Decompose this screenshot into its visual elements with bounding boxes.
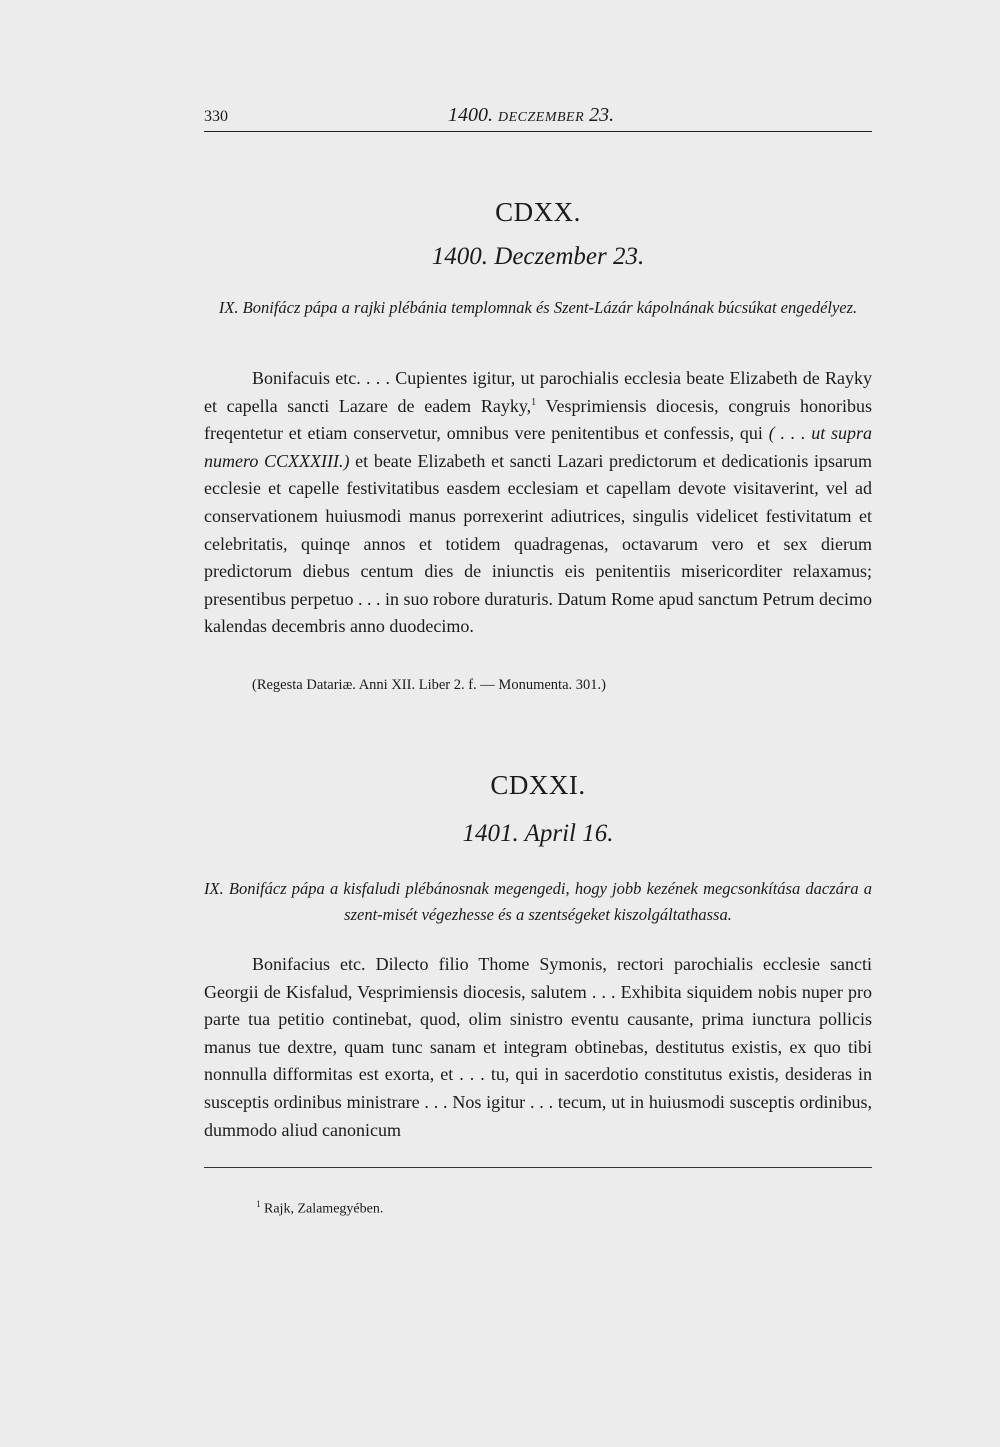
running-title xyxy=(448,104,614,127)
body-text-part: Vesprimiensis diocesis, congruis honoribus freqentetur et etiam conservetur, omnibus vere penitentibus et confessis, qui xyxy=(204,395,872,444)
document-number: CDXX. xyxy=(495,197,581,227)
source-citation: (Regesta Datariæ. Anni XII. Liber 2. f. — Monumenta. 301.) xyxy=(252,677,606,693)
header-rule xyxy=(204,131,872,132)
document-summary: IX. Bonifácz pápa a rajki plébánia templomnak és Szent-Lázár kápolnának búcsúkat engedélyez. xyxy=(218,298,858,317)
document-body xyxy=(204,951,872,1144)
footnote-reference[interactable]: 1 xyxy=(531,396,537,408)
document-body xyxy=(204,365,872,641)
body-text-part: Bonifacius etc. Dilecto filio Thome Symonis, rectori parochialis ecclesie sancti Georgii de Kisfalud, Vesprimiensis diocesis, salutem . . . Exhibita siquidem nobis nuper pro parte tua petitio continebat, quod, olim sinistro eventu causante, prima iunctura pollicis manus tue dextre, quam tunc sanam et integram obtinebas, destitutus existis, ex quo tibi nonnulla difformitas est exorta, et . . . tu, qui in sacerdotio constitutus existis, desideras in susceptis ordinibus ministrare . . . Nos igitur . . . tecum, ut in huiusmodi susceptis ordinibus, dummodo aliud canonicum xyxy=(204,954,872,1140)
page-number: 330 xyxy=(204,108,228,125)
body-text-part: et beate Elizabeth et sancti Lazari predictorum et dedicationis ipsarum ecclesie et capelle festivitatibus easdem ecclesiam et capellam devote visitaverint, vel ad conservationem huiusmodi manus porrexerint adiutrices, singulis videlicet festivitatum et celebritatis, quinqe annos et totidem quadragenas, octavarum vero et sex dierum predictorum diebus centum dies de iniunctis eis penitentiis misericorditer relaxamus; presentibus perpetuo . . . in suo robore duraturis. Datum Rome apud sanctum Petrum decimo kalendas decembris anno duodecimo. xyxy=(204,450,872,637)
footnote xyxy=(256,1199,383,1218)
running-day: 23. xyxy=(589,104,615,126)
body-text-part: Bonifacuis etc. . . . Cupientes igitur, ut parochialis ecclesia beate Elizabeth de Rayky et capella sancti Lazare de eadem Rayky, xyxy=(204,368,872,416)
running-header xyxy=(204,104,872,132)
document-date: 1400. Deczember 23. xyxy=(431,243,645,270)
footnote-marker: 1 xyxy=(256,1199,261,1209)
running-year: 1400. xyxy=(448,104,493,126)
footnote-rule xyxy=(204,1167,872,1168)
document-summary: IX. Bonifácz pápa a kisfaludi plébánosnak megengedi, hogy jobb kezének megcsonkítása daczára a szent-misét végezhesse és a szentségeket kiszolgáltathassa. xyxy=(204,879,872,924)
running-month: DECZEMBER xyxy=(498,110,585,125)
document-date: 1401. April 16. xyxy=(462,820,614,847)
footnote-text: Rajk, Zalamegyében. xyxy=(264,1201,384,1217)
cross-reference: ( . . . ut supra numero CCXXXIII.) xyxy=(204,423,872,471)
document-number: CDXXI. xyxy=(490,770,586,800)
